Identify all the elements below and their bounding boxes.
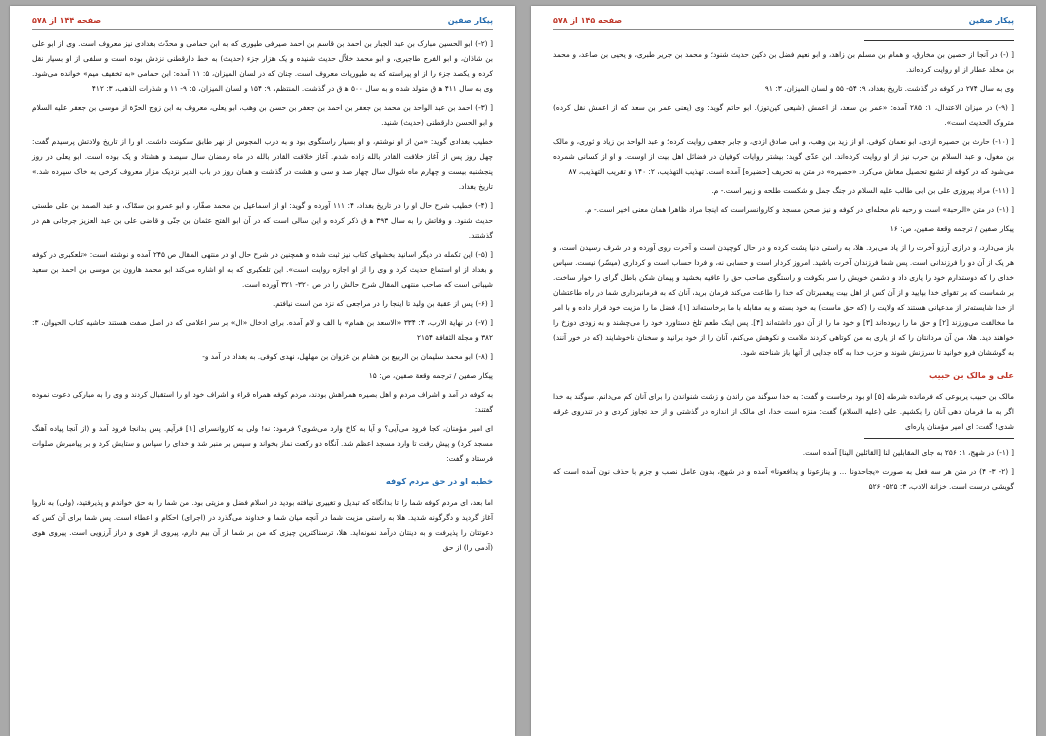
left-page [10, 6, 515, 736]
page-reference: پیکار صفین / ترجمه وقعة صفین، ص: ۱۵ [368, 371, 493, 380]
footnote-4: [ (۴-) خطیب شرح حال او را در تاریخ بغداد، ۴: ۱۱۱ آورده و گوید: او از اسماعیل بن محمد صفّار، و ابو عمرو بن سمّاک، و عبد الصمد بن علی طستی حدیث شنود. و وفاتش را به سال ۳۹۳ ه‍ ق ذکر کرده و این سالی است که در آن ابو الفتح عثمان بن جنّی و قاضی علی بن عبد العزیز جرجانی هم در گذشتند. [32, 201, 494, 240]
paragraph: اما بعد، ای مردم کوفه شما را تا بدانگاه که تبدیل و تغییری نیافته بودید در اسلام فضل و مزیتی بود. من شما را به حق خواندم و پذیرفتید، (ولی) به ناروا آغاز گردید و دگرگونه شدید. هلا به راستی مزیت شما در آنچه میان شما و خداوند می‌گذرد در (اجرای) احکام و اعطاء است. پس شما برای آن کس که دعوتتان را پذیرفت و به دینتان درآمد نمونه‌اید. هلا، ترسناکترین چیزی که من بر شما از آن بیم دارم، پیروی از هوی و دراز آرزویی است. پیروی هوی (آدمی را) از حق [32, 498, 493, 552]
footnote-8: [ (۸-) ابو محمد سلیمان بن الربیع بن هشام بن غزوان بن مهلهل، نهدی کوفی. به بغداد در آمد و- [202, 352, 493, 361]
book-title: پیکار صفین [447, 16, 493, 25]
footnote-5: [ (۵-) این تکمله در دیگر اسانید بخشهای کتاب نیز ثبت شده و همچنین در شرح حال او در منتهی المقال ص ۲۴۵ آمده و نوشته است: «تلعکبری در کوفه و بغداد از او استماع حدیث کرد و وی را از او اجازه روایت است». این تلعکبری که به او اشاره می‌کند ابو محمد هارون بن موسی بن احمد بن سعید شیبانی است که صاحب منتهی المقال شرح حالش را در ص ۳۲۰- ۳۲۱ آورده است. [32, 250, 493, 289]
paragraph: وی به سال ۲۷۴ در کوفه در گذشت. تاریخ بغداد، ۹: ۵۴- ۵۵ و لسان المیزان، ۳: ۹۱ [764, 84, 1014, 93]
paragraph: خطیب بغدادی گوید: «من از او نوشتم، و او بسیار راستگوی بود و به درب المجوس از نهر طابق سکونت داشت. او را از تاریخ ولادتش پرسیدم گفت: چهل روز پس از آغاز خلافت القادر بالله زاده شدم. آغاز خلافت القادر بالله در ماه رمضان سال سیصد و هشتاد و یک بوده است. ابو یعلی در روز پنجشنبه بیست و چهارم ماه شوال سال چهار صد و سی و هشت در گذشت و همان روز در باب الدیر نزدیک مزار معروف کرخی به خاک سپرده شد.» تاریخ بغداد. [32, 137, 493, 191]
right-page [531, 6, 1036, 736]
page-header [32, 16, 493, 30]
footnote-3: [ (۳-) احمد بن عبد الواحد بن محمد بن جعفر بن احمد بن جعفر بن حسن بن وهب، ابو یعلی، معروف به ابن زوج الحرّة از موسی بن جعفر علیه السلام و ابو الحسن دارقطنی (حدیث) شنید. [32, 103, 493, 127]
page-number: صفحه ۱۴۴ از ۵۷۸ [32, 16, 102, 25]
footnote-1: [ (۱-) در متن «الرحبة» است و رحبه نام محله‌ای در کوفه و نیز صحن مسجد و کاروانسراست که اینجا مراد ظاهرا همان معنی اخیر است.- م. [584, 205, 1014, 214]
footnote-1: [ (۱-) در شهج، ۱: ۲۵۶ به جای المقابلین لنا [القائلین الینا] آمده است. [802, 448, 1014, 457]
footnote-9: [ (۹-) در میزان الاعتدال، ۱: ۲۸۵ آمده: «عمر بن سعد، از اعمش (شیعی کین‌توز). ابو حاتم گوید: وی (یعنی عمر بن سعد که از اعمش نقل کرده) متروک الحدیث است». [553, 103, 1014, 127]
section-heading: خطبه او در حق مردم کوفه [385, 476, 493, 486]
footnote-6: [ (۶-) پس از عقبة بن ولید تا اینجا را در مراجعی که نزد من است نیافتم. [272, 299, 493, 308]
paragraph: به کوفه در آمد و اشراف مردم و اهل بصیره همراهش بودند، مردم کوفه همراه قراء و اشراف خود او را استقبال کردند و وی را به مبارکی دعوت نموده گفتند: [32, 390, 493, 414]
page-body [553, 36, 1014, 498]
footnote-2: [ (۲-) ابو الحسین مبارک بن عبد الجبار بن احمد بن قاسم بن احمد صیرفی طیوری که به ابن حمامی و محدّث بغدادی نیز معروف است. وی از ابو علی بن شاذان، و ابو الفرج طاجیری، و ابو محمد خلاّل حدیث شنیده و یک هزار جزء (حدیث) به خط دارقطنی نزدش بوده است و سلفی از او بسیار نقل کرده و یکصد جزء را از او پیراسته که به طیوریات معروف است. چنان که در لسان المیزان، ۵: ۱۱ آمده: ابن حمامی «به تخفیف میم» خوانده می‌شود. وی به سال ۴۱۱ ه‍ ق متولد شده و به سال ۵۰۰ ه‍ ق در گذشت. المنتظم، ۹: ۱۵۴ و لسان المیزان، ۵: ۹- ۱۱ و شذرات الذهب، ۳: ۴۱۲ [32, 39, 494, 93]
page-reference: پیکار صفین / ترجمه وقعة صفین، ص: ۱۶ [889, 224, 1014, 233]
footnote-2-3-4: [ (۲- ۳- ۴) در متن هر سه فعل به صورت «یجاحدونا ... و ینازعونا و یدافعونا» آمده و در شهج، بدون عامل نصب و جزم با حذف نون آمده است که گویشی درست است. خزانة الادب، ۳: ۵۲۵- ۵۲۶ [553, 467, 1014, 491]
footnote-rule [864, 40, 1014, 41]
page-number: صفحه ۱۴۵ از ۵۷۸ [553, 16, 623, 25]
footnote-continued: [ (-) در آنجا از حصین بن مخارق، و همام بن مسلم بن زاهد، و ابو نعیم فضل بن دکین حدیث شنود؛ و محمد بن جریر طبری، و یحیی بن صاعد، و محمد بن مخلد عطار از او روایت کرده‌اند. [553, 50, 1014, 74]
footnote-7: [ (۷-) در نهایة الارب، ۴: ۳۳۴ «الاسعد بن همام» با الف و لام آمده. برای ادخال «ال» بر سر اعلامی که در اصل صفت هستند حاشیه کتاب الحیوان، ۳: ۳۸۲ و مجلة الثقافة ۲۱۵۴ [32, 318, 493, 342]
book-title: پیکار صفین [968, 16, 1014, 25]
paragraph: باز می‌دارد، و درازی آرزو آخرت را از یاد می‌برد. هلا، به راستی دنیا پشت کرده و در حال کوچیدن است و آخرت روی آورده و در شرف رسیدن است، و هر یک از آن دو را فرزندانی است. پس شما فرزندان آخرت باشید. امروز کردار است و حسابی نه، و فردا حساب است و کرداری (میسّر) نیست. سپاس خدای را که دوستدارم خود را یاری داد و دشمن خویش را سر بکوفت و راستگوی صاحب حق را عافیه بخشید و پیمان شکن باطل گرای را خوار ساخت. بر شماست که بر تقوای خدا بپایید و از آن کس از اهل بیت پیغمبرتان که خدا را طاعت می‌کند فرمان برید، آنان که به فرمانبرداری شما در راه طاعتشان از خدا شایسته‌تر از مدعیانی هستند که ولایت را (که حق ماست) به خود بسته و به مقابله با ما برخاسته‌اند [۱]، فضل ما را مزیت خود قرار داده و با امر ما مخالفت می‌ورزند [۲] و حق ما را ربوده‌اند [۳] و خود ما را از آن دور داشته‌اند [۴]. پس اینک طعم تلخ دستاورد خود را می‌چشند و به زودی دوزخ را خواهند دید. هلا، من آن مردانتان را که از یاری به من کوتاهی کردند ملامت و نکوهش می‌کنم، آنان را از خود برانید و سخنان ناخوشایند (که در خور آنند) به گوششان فرو خوانید تا سرزنش شوند و حزب خدا به گاه جدایی از آنها باز شناخته شود. [553, 243, 1015, 357]
footnote-11: [ (۱۱-) مراد پیروزی علی بن ابی طالب علیه السلام در جنگ جمل و شکست طلحه و زبیر است.- م. [711, 186, 1014, 195]
paragraph: ای امیر مؤمنان، کجا فرود می‌آیی؟ و آیا به کاخ وارد می‌شوی؟ فرمود: نه! ولی به کاروانسرای [۱] فرآیم. پس بدانجا فرود آمد و (از آنجا پیاده آهنگ مسجد کرد) و پیش رفت تا وارد مسجد اعظم شد. آنگاه دو رکعت نماز بخواند و سپس بر منبر شد و خدای را سپاس و ستایش کرد و بر پیامبرش صلوات فرستاد و گفت: [32, 424, 494, 463]
footnote-10: [ (۱۰-) حارث بن حصیره ازدی، ابو نعمان کوفی. او از زید بن وهب، و ابی صادق ازدی، و جابر جعفی روایت کرده؛ و عبد الواحد بن زیاد و ثوری، و مالک بن مغول، و عبد السلام بن حرب نیز از او روایت کرده‌اند. ابن عدّی گوید: بیشتر روایات کوفیان در فضائل اهل بیت از اوست. و او از کسانی شمرده می‌شود که در کوفه از تشیع تحصیل معاش می‌کرد. «حصیره» در متن به تحریف [حضیره] آمده است. تهذیب التهذیب، ۲: ۱۴۰ و تقریب التهذیب، ۸۷ [553, 137, 1015, 176]
page-header [553, 16, 1014, 30]
paragraph: مالک بن حبیب یربوعی که فرمانده شرطه [۵] او بود برخاست و گفت: به خدا سوگند من راندن و زشت شنواندن را برای آنان کم می‌دانم. سوگند به خدا اگر به ما فرمان دهی آنان را بکشیم. علی (علیه السلام) گفت: منزه است خدا، ای مالک از اندازه در گذشتی و از حد تجاوز کردی و در تندروی غرقه شدی! گفت: ای امیر مؤمنان پاره‌ای [553, 392, 1015, 431]
header-divider [553, 29, 1014, 30]
page-body [32, 36, 493, 559]
footnote-rule [864, 438, 1014, 439]
section-heading: علی و مالک بن حبیب [928, 370, 1014, 380]
header-divider [32, 29, 493, 30]
